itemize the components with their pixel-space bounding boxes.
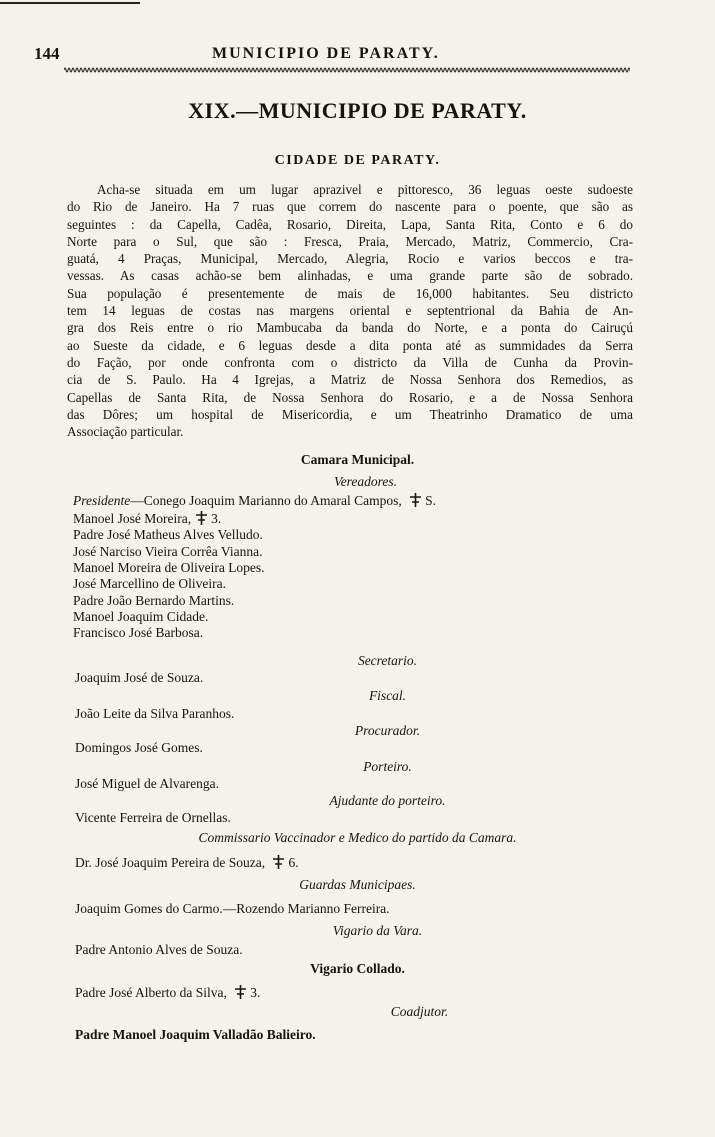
paragraph-line: seguintes : da Capella, Cadêa, Rosario, Direita, Lapa, Santa Rita, Conto e 6 do [67,216,633,232]
vereador-entry [73,560,265,576]
vigario-collado-entry [75,985,260,1001]
city-heading: CIDADE DE PARATY. [274,153,441,168]
presidente-label: Presidente [73,493,131,508]
wavy-rule-ornament [64,66,630,74]
vereador-name: Francisco José Barbosa. [73,625,204,641]
paragraph-line: Acha-se situada em um lugar aprazivel e pittoresco, 36 leguas oeste sudoeste [97,182,633,197]
paragraph-line: do Rio de Janeiro. Ha 7 ruas que correm do nascente para o poente, que são as [67,199,633,215]
commissario-entry [75,855,299,871]
vereador-entry [73,544,262,560]
vigario-collado-suffix: 3. [250,985,261,1000]
paragraph-line: Capellas de Santa Rita, de Nossa Senhora do Rosario, e a de Nossa Senhora [67,389,633,405]
paragraph-line: do Fação, por onde confronta com o districto da Villa de Cunha da Provin- [67,354,633,370]
order-cross-icon [409,493,422,507]
vigario-vara-heading: Vigario da Vara. [332,923,423,938]
fiscal-heading: Fiscal. [368,688,407,703]
order-cross-icon [272,855,285,869]
vereador-entry [73,576,226,592]
presidente-suffix: S. [425,493,436,508]
secretario-heading: Secretario. [357,653,418,668]
porteiro-name: José Miguel de Alvarenga. [75,776,219,791]
paragraph-line: guatá, 4 Praças, Municipal, Mercado, Alegria, Rocio e varios beccos e tra- [67,251,633,267]
vereador-entry [73,625,203,641]
fiscal-name: João Leite da Silva Paranhos. [75,706,235,721]
paragraph-line: Sua população é presentemente de mais de 16,000 habitantes. Seu districto [67,285,633,301]
guardas-heading: Guardas Municipaes. [299,877,416,892]
coadjutor-name: Padre Manoel Joaquim Valladão Balieiro. [75,1027,316,1042]
vigario-collado-name: Padre José Alberto da Silva, [75,985,227,1000]
vereador-name: Manoel Moreira de Oliveira Lopes. [73,559,265,575]
page-number: 144 [34,44,60,63]
running-title: MUNICIPIO DE PARATY. [212,45,440,62]
procurador-name: Domingos José Gomes. [75,740,203,755]
vereador-entry [73,609,208,625]
ajudante-name: Vicente Ferreira de Ornellas. [75,810,231,825]
guardas-names: Joaquim Gomes do Carmo.—Rozendo Marianno Ferreira. [75,901,390,916]
presidente-entry [73,493,436,509]
paragraph-line: ao Sueste da cidade, e 6 leguas desde a dita ponta até as summidades da Serra [67,337,633,353]
procurador-heading: Procurador. [354,723,421,738]
vigario-vara-name: Padre Antonio Alves de Souza. [75,942,243,957]
paragraph-line: cia de S. Paulo. Ha 4 Igrejas, a Matriz de Nossa Senhora dos Remedios, as [67,372,633,388]
paragraph-line: gra dos Reis entre o rio Mambucaba da banda do Norte, e a ponta do Cairuçú [67,320,633,336]
vigario-collado-heading: Vigario Collado. [310,961,405,976]
paragraph-line: tem 14 leguas de costas nas margens oriental e septentrional da Bahia de An- [67,303,633,319]
top-rule [0,2,140,4]
secretario-name: Joaquim José de Souza. [75,670,204,685]
ajudante-heading: Ajudante do porteiro. [329,793,446,808]
city-description-paragraph [67,181,633,440]
vereador-entry [73,527,263,543]
coadjutor-heading: Coadjutor. [390,1004,449,1019]
vereador-name: Padre José Matheus Alves Velludo. [73,527,263,543]
vereador-name: Manoel Joaquim Cidade. [73,608,209,624]
vereador-entry [73,593,234,609]
vereador-name: José Marcellino de Oliveira. [73,576,226,592]
vereador-name: Manoel José Moreira, [73,511,192,526]
vereador-suffix: 3. [211,511,222,526]
paragraph-line: vessas. As casas achão-se bem alinhadas, e uma grande parte são de sobrado. [67,268,633,284]
vereador-name: Padre João Bernardo Martins. [73,592,235,608]
vereador-entry [73,511,221,527]
chapter-title: XIX.—MUNICIPIO DE PARATY. [188,98,527,123]
paragraph-line: Associação particular. [67,424,184,440]
vereadores-heading: Vereadores. [333,474,398,489]
commissario-name: Dr. José Joaquim Pereira de Souza, [75,855,266,870]
camara-heading: Camara Municipal. [300,452,415,467]
order-cross-icon [195,511,208,525]
order-cross-icon [234,985,247,999]
commissario-heading: Commissario Vaccinador e Medico do partido da Camara. [198,830,517,845]
presidente-name: —Conego Joaquim Marianno do Amaral Campos, [130,493,402,508]
vereador-name: José Narciso Vieira Corrêa Vianna. [73,543,263,559]
porteiro-heading: Porteiro. [363,759,412,774]
commissario-suffix: 6. [288,855,299,870]
paragraph-line: Norte para o Sul, que são : Fresca, Praia, Mercado, Matriz, Commercio, Cra- [67,233,633,249]
paragraph-line: das Dôres; um hospital de Misericordia, e um Theatrinho Dramatico de uma [67,406,633,422]
